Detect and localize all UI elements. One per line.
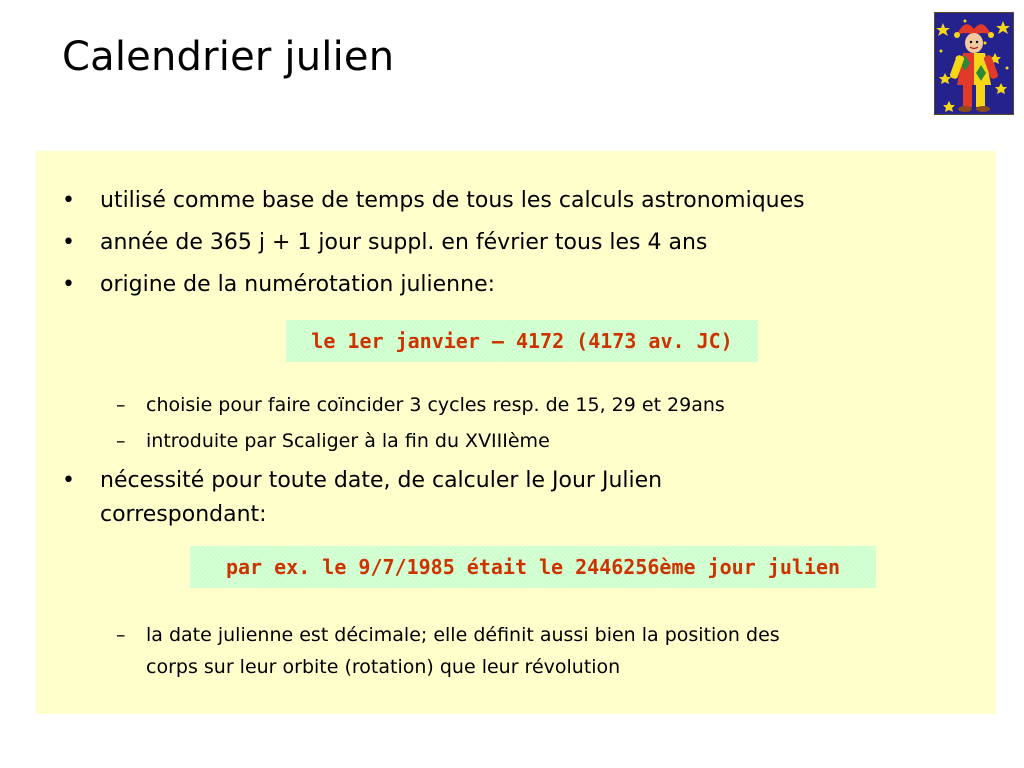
bullet-text: origine de la numérotation julienne: (100, 272, 496, 297)
bullet-mark: • (62, 188, 75, 213)
bullet-mark: • (62, 468, 75, 493)
bullet-mark: • (62, 272, 75, 297)
bullet-text: année de 365 j + 1 jour suppl. en février tous les 4 ans (100, 230, 708, 255)
sub-bullet-text: corps sur leur orbite (rotation) que leur révolution (146, 656, 621, 678)
dash-mark: – (116, 624, 126, 646)
sub-bullet-text: la date julienne est décimale; elle définit aussi bien la position des (146, 624, 780, 646)
dash-mark: – (116, 394, 126, 416)
slide-title: Calendrier julien (62, 34, 395, 80)
bullet-text: utilisé comme base de temps de tous les calculs astronomiques (100, 188, 805, 213)
callout-origin-date: le 1er janvier – 4172 (4173 av. JC) (286, 320, 758, 362)
dash-mark: – (116, 430, 126, 452)
jester-icon (934, 12, 1014, 115)
bullet-mark: • (62, 230, 75, 255)
sub-bullet-text: introduite par Scaliger à la fin du XVIIIème (146, 430, 550, 452)
bullet-text: correspondant: (100, 502, 267, 527)
callout-example-date: par ex. le 9/7/1985 était le 2446256ème jour julien (190, 546, 876, 588)
bullet-text: nécessité pour toute date, de calculer le Jour Julien (100, 468, 663, 493)
sub-bullet-text: choisie pour faire coïncider 3 cycles resp. de 15, 29 et 29ans (146, 394, 725, 416)
